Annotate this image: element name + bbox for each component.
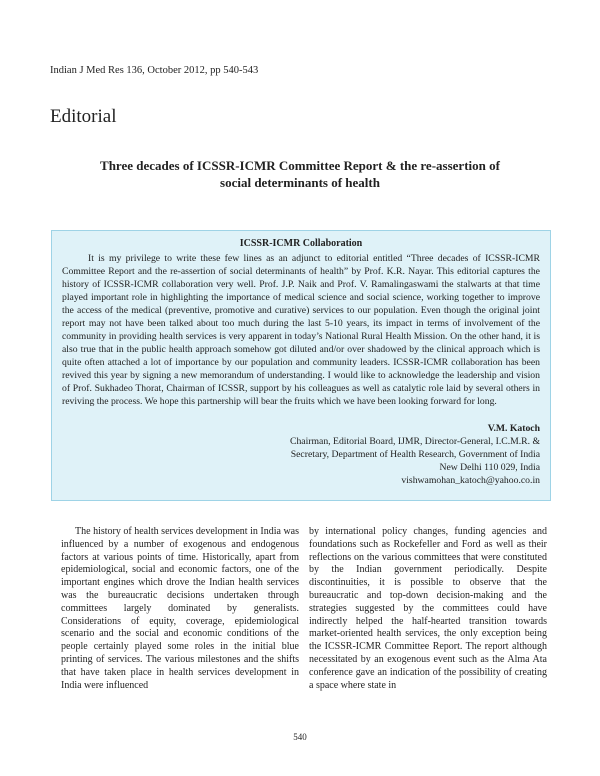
author-email: vishwamohan_katoch@yahoo.co.in	[401, 475, 540, 486]
affiliation-line-1: Chairman, Editorial Board, IJMR, Director-General, I.C.M.R. &	[289, 436, 540, 447]
box-heading: ICSSR-ICMR Collaboration	[239, 238, 363, 249]
journal-citation: Indian J Med Res 136, October 2012, pp 540-543	[50, 65, 259, 76]
box-body-text: It is my privilege to write these few lines as an adjunct to editorial entitled “Three decades of ICSSR-ICMR Committee Report and the re-assertion of social determinants of health” by Prof. K.R. Nayar. This editorial captures the history of ICSSR-ICMR collaboration very well. Prof. J.P. Naik and Prof. V. Ramalingaswami the stalwarts at that time played important role in highlighting the importance of medical science and social science, working together to improve the access of the medical (preventive, promotive and curative) services to our population. Even though the original joint report may not have been talked about too much during the last 5-10 years, its impact in terms of involvement of the community in providing health services is very apparent in today’s National Rural Health Mission. On the other hand, it is also true that in the public health approach somehow got diluted and/or over shadowed by the clinical approach which is quite often attached a lot of importance by our population and community leaders. ICSSR-ICMR collaboration has been revived this year by signing a new memorandum of understanding. I would like to acknowledge the leadership and vision of Prof. Sukhadeo Thorat, Chairman of ICSSR, support by his colleagues as well as catalytic role laid by several others in reviving the process. We hope this partnership will bear the fruits which we have been looking forward for long.	[62, 253, 540, 407]
page-number: 540	[293, 732, 307, 742]
affiliation-line-2: Secretary, Department of Health Research, Government of India	[290, 449, 540, 460]
article-title-line-2: social determinants of health	[220, 175, 380, 190]
section-heading: Editorial	[50, 106, 117, 127]
collaboration-box	[51, 230, 551, 501]
article-title	[80, 157, 520, 191]
body-column-left: The history of health services development in India was influenced by a number of exogenous and endogenous factors at various points of time. Historically, apart from epidemiological, social and economic factors, one of the important engines which drove the Indian health services was the bureaucratic decisions undertaken through committees largely dominated by generalists. Considerations of equity, coverage, epidemiological scenario and the social and economic conditions of the people certainly played some roles in the initial blue printing of services. The various milestones and the shifts that have taken place in health services development in India were influenced	[61, 526, 299, 691]
body-column-right: by international policy changes, funding agencies and foundations such as Rockefeller and Ford as well as their reflections on the various committees that were constituted by the Indian government periodically. Despite discontinuities, it is possible to observe that the bureaucratic and top-down decision-making and the strategies suggested by the committees could have indirectly helped the half-hearted transition towards market-oriented health services, the only exception being the ICSSR-ICMR Committee Report. The report although necessitated by an exogenous event such as the Alma Ata conference gave an indication of the possibility of creating a space where state in	[309, 526, 547, 691]
article-title-line-1: Three decades of ICSSR-ICMR Committee Report & the re-assertion of	[100, 158, 500, 173]
affiliation-line-3: New Delhi 110 029, India	[439, 462, 540, 473]
signatory-name: V.M. Katoch	[487, 423, 540, 434]
